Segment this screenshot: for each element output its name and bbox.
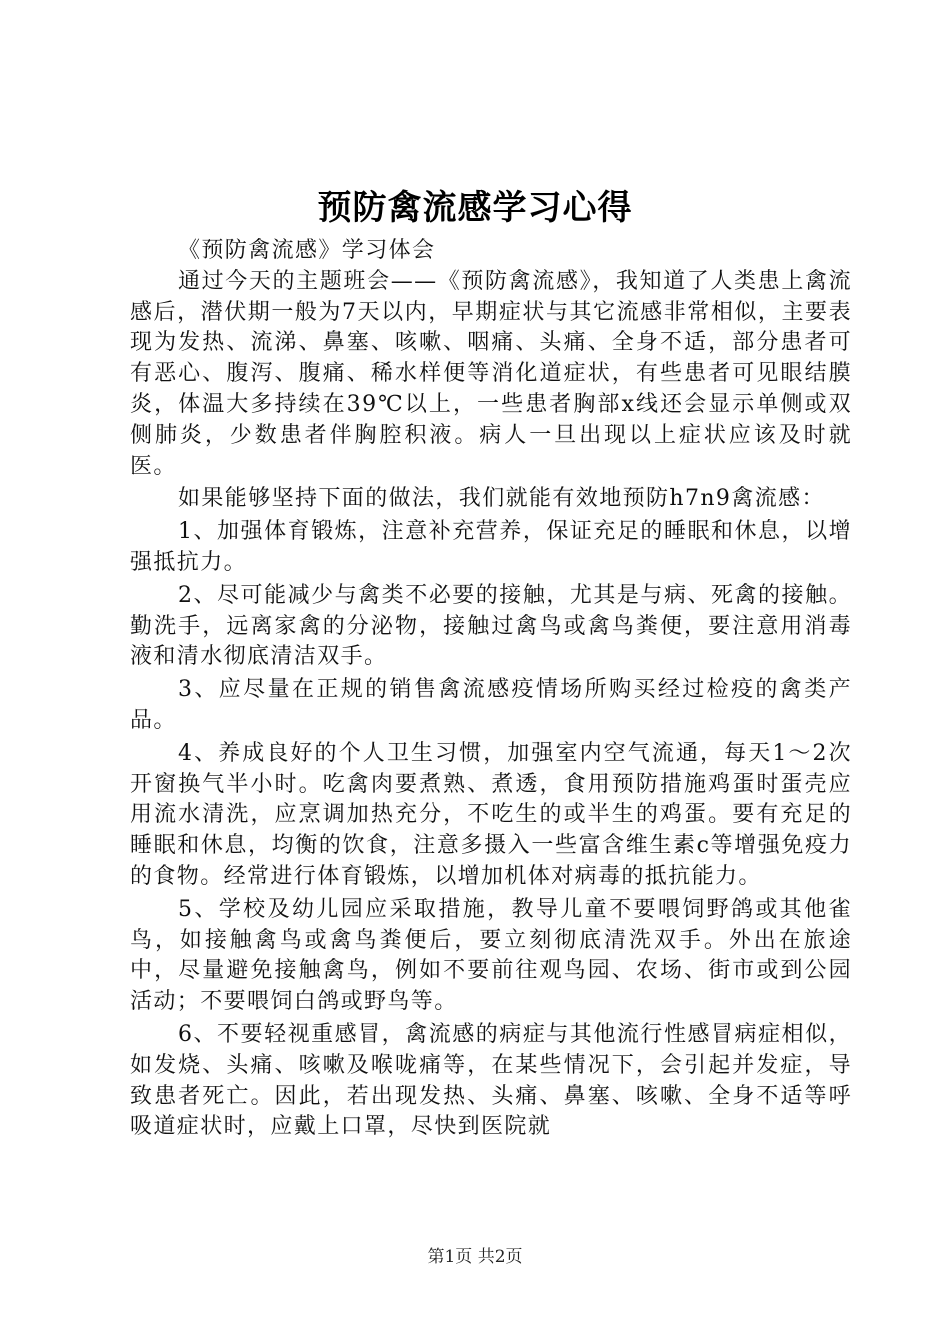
page-footer: 第1页 共2页 [427,1247,523,1267]
measure-6-paragraph: 6、不要轻视重感冒，禽流感的病症与其他流行性感冒病症相似，如发烧、头痛、咳嗽及喉咙痛等，在某些情况下，会引起并发症，导致患者死亡。因此，若出现发热、头痛、鼻塞、咳嗽、全身不适等呼吸道症状时，应戴上口罩，尽快到医院就 [130,1021,852,1140]
measure-2-paragraph: 2、尽可能减少与禽类不必要的接触，尤其是与病、死禽的接触。勤洗手，远离家禽的分泌物，接触过禽鸟或禽鸟粪便，要注意用消毒液和清水彻底清洁双手。 [130,582,852,670]
subtitle-paragraph: 《预防禽流感》学习体会 [178,238,436,263]
measure-5-paragraph: 5、学校及幼儿园应采取措施，教导儿童不要喂饲野鸽或其他雀鸟，如接触禽鸟或禽鸟粪便后，要立刻彻底清洗双手。外出在旅途中，尽量避免接触禽鸟，例如不要前往观鸟园、农场、街市或到公园活动；不要喂饲白鸽或野鸟等。 [130,896,852,1015]
measure-1-paragraph: 1、加强体育锻炼，注意补充营养，保证充足的睡眠和休息，以增强抵抗力。 [130,519,852,575]
measure-3-paragraph: 3、应尽量在正规的销售禽流感疫情场所购买经过检疫的禽类产品。 [130,677,852,733]
prevention-lead-paragraph: 如果能够坚持下面的做法，我们就能有效地预防h7n9禽流感： [178,486,825,512]
measure-4-paragraph: 4、养成良好的个人卫生习惯，加强室内空气流通，每天1～2次开窗换气半小时。吃禽肉要煮熟、煮透，食用预防措施鸡蛋时蛋壳应用流水清洗，应烹调加热充分，不吃生的或半生的鸡蛋。要有充足的睡眠和休息，均衡的饮食，注意多摄入一些富含维生素c等增强免疫力的食物。经常进行体育锻炼，以增加机体对病毒的抵抗能力。 [130,740,852,889]
document-title: 预防禽流感学习心得 [317,188,633,228]
intro-paragraph: 通过今天的主题班会——《预防禽流感》，我知道了人类患上禽流感后，潜伏期一般为7天以内，早期症状与其它流感非常相似，主要表现为发热、流涕、鼻塞、咳嗽、咽痛、头痛、全身不适，部分患者可有恶心、腹泻、腹痛、稀水样便等消化道症状，有些患者可见眼结膜炎，体温大多持续在39℃以上，一些患者胸部x线还会显示单侧或双侧肺炎，少数患者伴胸腔积液。病人一旦出现以上症状应该及时就医。 [130,268,852,479]
document-body [130,236,852,1143]
